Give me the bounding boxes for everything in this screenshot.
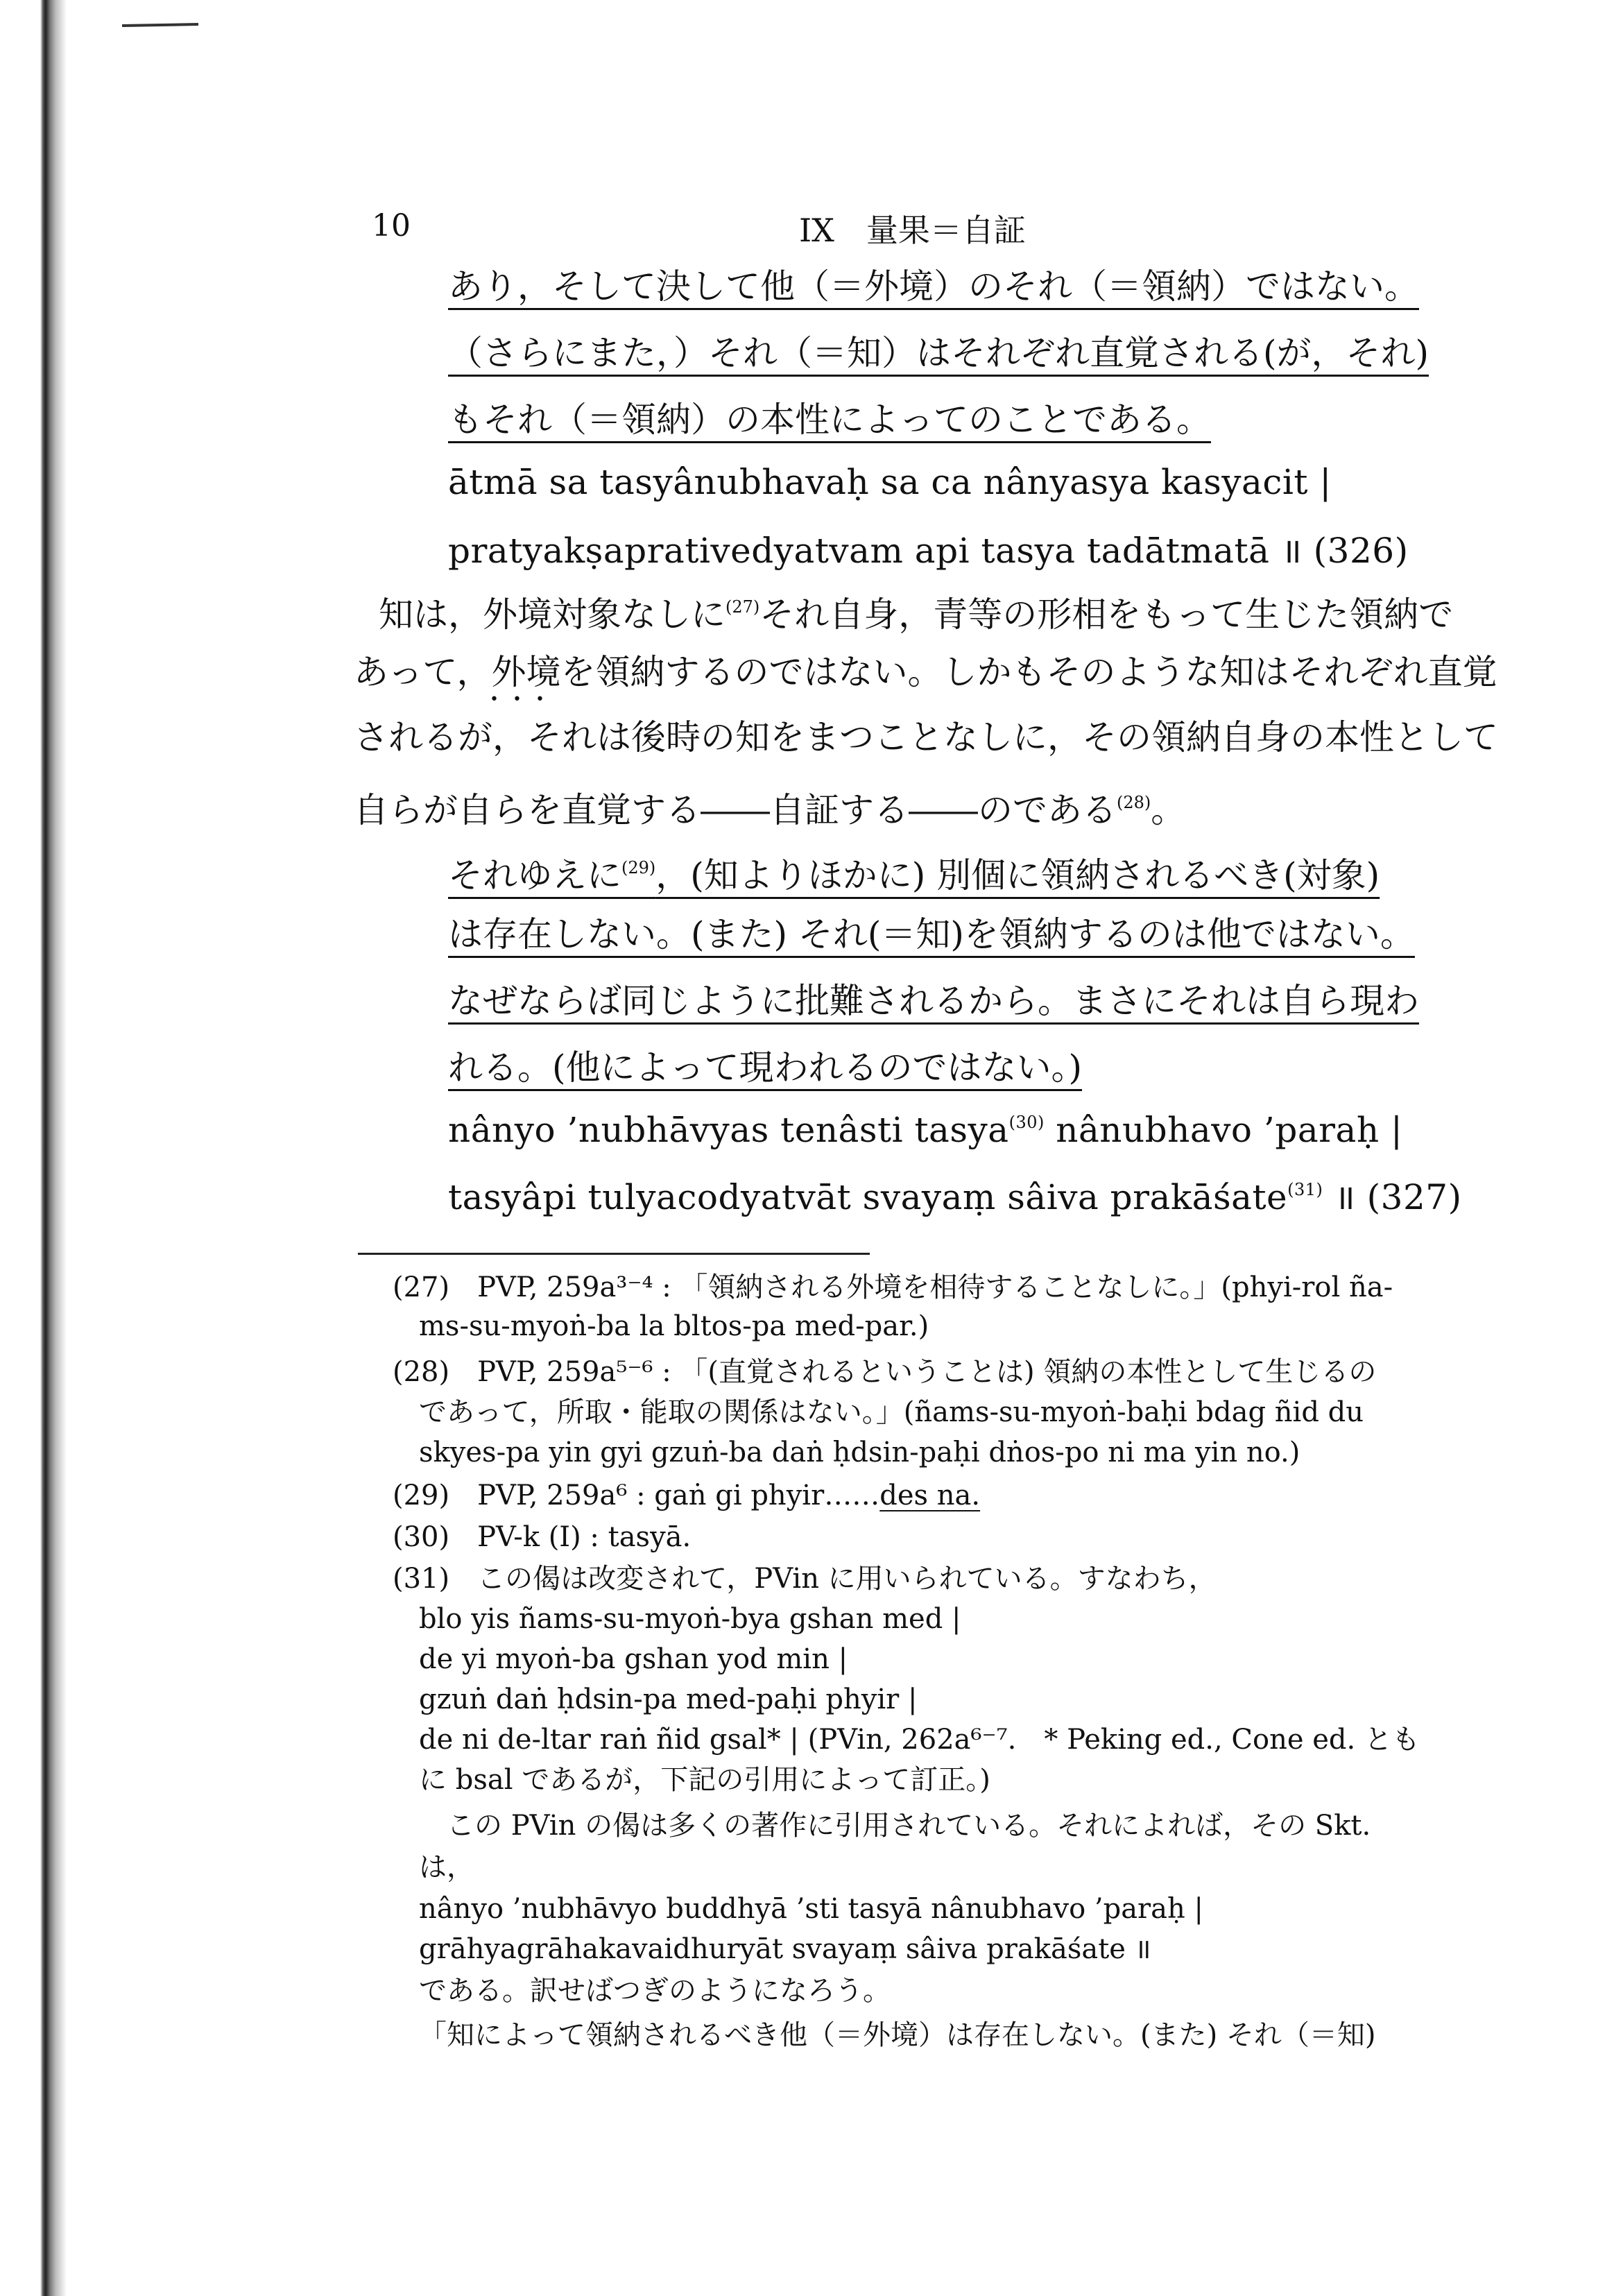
- footnote-ref-31[interactable]: (31): [1287, 1180, 1323, 1199]
- footnote-27-line-2: ms-su-myoṅ-ba la bltos-pa med-par.): [419, 1310, 929, 1342]
- paragraph-line-3: されるが，それは後時の知をまつことなしに，その領納自身の本性として: [354, 717, 1498, 757]
- quote2-text: それゆえに: [448, 855, 621, 896]
- footnote-ref-27[interactable]: (27): [725, 597, 760, 617]
- footnote-ref-28[interactable]: (28): [1117, 793, 1151, 812]
- verse-text: ॥ (327): [1323, 1177, 1462, 1217]
- quote2-line-4: れる。(他によって現われるのではない。): [448, 1047, 1083, 1088]
- verse-text: nânyo ’nubhāvyas tenâsti tasya: [448, 1110, 1009, 1150]
- quote1-line-2: （さらにまた，）それ（＝知）はそれぞれ直覚される(が，それ): [448, 333, 1429, 373]
- footnote-29-underlined: des na.: [879, 1480, 981, 1511]
- footnote-30: (30) PV-k (I) : tasyā.: [393, 1521, 692, 1553]
- paragraph-text: 。: [1151, 790, 1186, 830]
- footnote-28-line-2: であって，所取・能取の関係はない。」(ñams-su-myoṅ-baḥi bdag ñid du: [419, 1396, 1364, 1428]
- footnote-31-line-6: に bsal であるが，下記の引用によって訂正。): [419, 1764, 990, 1796]
- footnote-28-line-3: skyes-pa yin gyi gzuṅ-ba daṅ ḥdsin-paḥi dṅos-po ni ma yin no.): [419, 1437, 1300, 1468]
- footnote-29: [393, 1482, 980, 1509]
- paragraph-line-1: [379, 590, 1454, 635]
- page-number: 10: [372, 208, 411, 243]
- verse-text: tasyâpi tulyacodyatvāt svayaṃ sâiva prakāśate: [448, 1177, 1288, 1217]
- verse-text: nânubhavo ’paraḥ |: [1044, 1110, 1403, 1150]
- verse327-line-2: [448, 1172, 1462, 1219]
- footnote-31-line-12: 「知によって領納されるべき他（＝外境）は存在しない。(また) それ（＝知): [419, 2019, 1376, 2051]
- emphasis-dots: •••: [490, 691, 558, 708]
- footnote-separator: [358, 1253, 870, 1255]
- footnote-31-line-8: は，: [419, 1851, 474, 1883]
- footnote-28-line-1: (28) PVP, 259a⁵⁻⁶ : 「(直覚されるということは) 領納の本性として生じるの: [393, 1356, 1377, 1388]
- footnote-31-line-11: である。訳せばつぎのようになろう。: [419, 1975, 891, 2007]
- footnote-ref-29[interactable]: (29): [621, 858, 656, 877]
- paragraph-text: 自らが自らを直覚する――自証する――のである: [354, 790, 1117, 830]
- quote2-line-2: は存在しない。(また) それ(＝知)を領納するのは他ではない。: [448, 914, 1415, 954]
- scan-edge: [0, 0, 67, 2296]
- footnote-31-line-1: (31) この偈は改変されて，PVin に用いられている。すなわち，: [393, 1563, 1217, 1595]
- paragraph-line-4: [354, 785, 1185, 828]
- footnote-31-line-4: gzuṅ daṅ ḥdsin-pa med-paḥi phyir |: [419, 1684, 918, 1715]
- quote2-line-3: なぜならば同じように批難されるから。まさにそれは自ら現わ: [448, 981, 1419, 1021]
- quote1-line-3: もそれ（＝領納）の本性によってのことである。: [448, 400, 1211, 440]
- footnote-27-line-1: (27) PVP, 259a³⁻⁴ : 「領納される外境を相待することなしに。」(phyi-rol ña-: [393, 1271, 1393, 1303]
- footnote-ref-30[interactable]: (30): [1008, 1113, 1045, 1132]
- footnote-31-line-2: blo yis ñams-su-myoṅ-bya gshan med |: [419, 1603, 961, 1635]
- footnote-31-line-3: de yi myoṅ-ba gshan yod min |: [419, 1643, 848, 1675]
- verse326-line-2: pratyakṣaprativedyatvam api tasya tadātmatā ॥ (326): [448, 531, 1409, 571]
- running-title: IX 量果＝自証: [799, 212, 1026, 249]
- footnote-31-line-7: この PVin の偈は多くの著作に引用されている。それによれば，その Skt.: [419, 1810, 1371, 1842]
- scan-mark: [122, 23, 198, 27]
- paragraph-text: 知は，外境対象なしに: [379, 594, 725, 635]
- paragraph-line-2: あって，外境を領納するのではない。しかもそのような知はそれぞれ直覚: [354, 652, 1497, 692]
- footnote-31-line-5: de ni de-ltar raṅ ñid gsal* | (PVin, 262a⁶⁻⁷. * Peking ed., Cone ed. とも: [419, 1724, 1420, 1756]
- footnote-31-line-10: grāhyagrāhakavaidhuryāt svayaṃ sâiva prakāśate ॥: [419, 1933, 1151, 1965]
- verse327-line-1: [448, 1110, 1402, 1150]
- quote2-line-1: [448, 850, 1380, 896]
- quote2-text: ，(知よりほかに) 別個に領納されるべき(対象): [655, 855, 1380, 896]
- footnote-29-text: (29) PVP, 259a⁶ : gaṅ gi phyir……: [393, 1480, 880, 1511]
- paragraph-text: それ自身，青等の形相をもって生じた領納で: [759, 594, 1454, 635]
- quote1-line-1: あり，そして決して他（＝外境）のそれ（＝領納）ではない。: [448, 266, 1419, 307]
- verse326-line-1: ātmā sa tasyânubhavaḥ sa ca nânyasya kasyacit |: [448, 462, 1332, 502]
- footnote-31-line-9: nânyo ’nubhāvyo buddhyā ’sti tasyā nânubhavo ’paraḥ |: [419, 1893, 1203, 1925]
